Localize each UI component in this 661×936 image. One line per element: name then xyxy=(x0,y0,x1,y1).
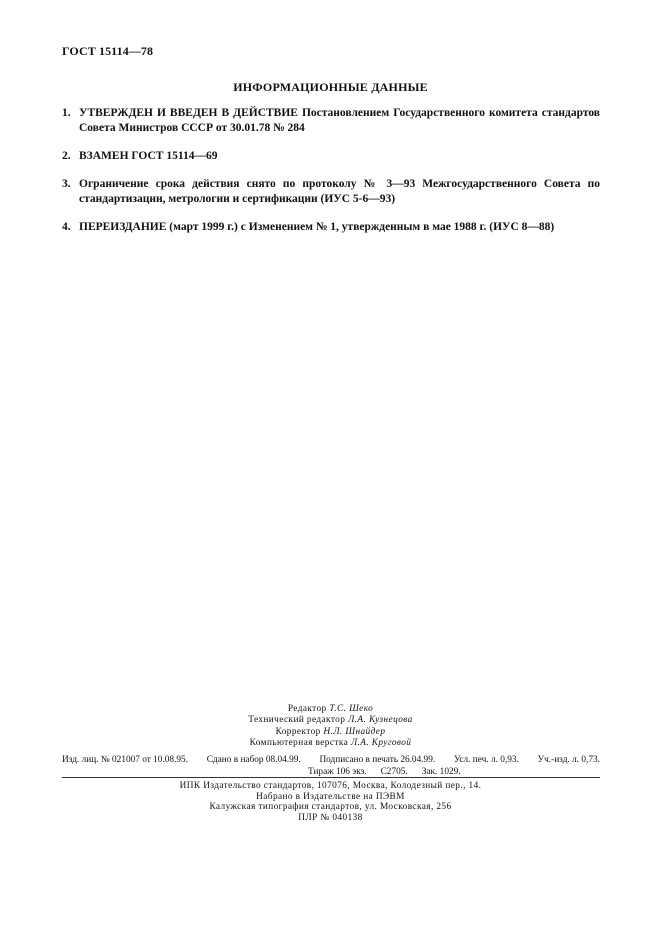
item-text: (март 1999 г.) с Изменением № 1, утвержденным в мае 1988 г. (ИУС 8—88) xyxy=(166,221,555,233)
info-item-reissue xyxy=(62,220,600,235)
order-code: С2705. xyxy=(380,766,408,777)
item-number: 3. xyxy=(62,178,71,190)
printer-line: Набрано в Издательстве на ПЭВМ xyxy=(256,791,405,802)
printer-line: ПЛР № 040138 xyxy=(298,813,363,824)
publisher-sheets: Уч.-изд. л. 0,73. xyxy=(537,755,600,765)
license-number: Изд. лиц. № 021007 от 10.08.95. xyxy=(62,755,189,765)
credit-layout xyxy=(0,738,661,749)
order-number: Зак. 1029. xyxy=(421,766,461,777)
item-heading: ВЗАМЕН ГОСТ 15114—69 xyxy=(79,150,218,162)
item-text: Ограничение срока действия снято по протоколу № 3—93 Межгосударственного Совета по стандартизации, метрологии и сертификации (ИУС 5-6—93) xyxy=(79,178,600,205)
printer-line: Калужская типография стандартов, ул. Московская, 256 xyxy=(209,802,452,813)
credit-role: Редактор xyxy=(287,704,330,714)
item-heading: УТВЕРЖДЕН И ВВЕДЕН В ДЕЙСТВИЕ xyxy=(79,107,298,119)
info-list xyxy=(62,106,600,248)
publication-info xyxy=(62,755,600,778)
credit-role: Корректор xyxy=(275,726,324,737)
editorial-credits xyxy=(0,704,661,749)
submitted-date: Сдано в набор 08.04.99. xyxy=(206,755,301,765)
info-item-validity xyxy=(62,177,600,207)
credit-name: Л.А. Круговой xyxy=(350,737,412,748)
credit-tech-editor xyxy=(0,715,661,726)
info-item-replaces xyxy=(62,149,600,164)
publication-info-line xyxy=(62,755,600,767)
item-number: 4. xyxy=(62,221,71,233)
signed-date: Подписано в печать 26.04.99. xyxy=(319,755,436,765)
print-sheets: Усл. печ. л. 0,93. xyxy=(453,755,519,765)
document-code: ГОСТ 15114—78 xyxy=(62,44,154,58)
credit-name: Н.Л. Шнайдер xyxy=(323,726,386,737)
item-heading: ПЕРЕИЗДАНИЕ xyxy=(79,221,167,233)
printer-line: ИПК Издательство стандартов, 107076, Москва, Колодезный пер., 14. xyxy=(179,781,482,791)
credit-role: Компьютерная верстка xyxy=(249,737,351,748)
credit-name: Т.С. Шеко xyxy=(329,704,374,714)
circulation: Тираж 106 экз. xyxy=(308,766,367,777)
info-item-approval xyxy=(62,106,600,136)
item-number: 1. xyxy=(62,107,71,119)
divider-line xyxy=(62,777,600,778)
credit-role: Технический редактор xyxy=(248,715,348,726)
credit-editor xyxy=(0,704,661,715)
credit-name: Л.А. Кузнецова xyxy=(348,715,413,726)
item-number: 2. xyxy=(62,150,71,162)
credit-proofreader xyxy=(0,727,661,738)
item-text: Постановлением Государственного комитета стандартов Совета Министров СССР от 30.01.78 № 284 xyxy=(79,107,600,134)
printer-info xyxy=(0,781,661,824)
section-title: ИНФОРМАЦИОННЫЕ ДАННЫЕ xyxy=(233,80,428,94)
